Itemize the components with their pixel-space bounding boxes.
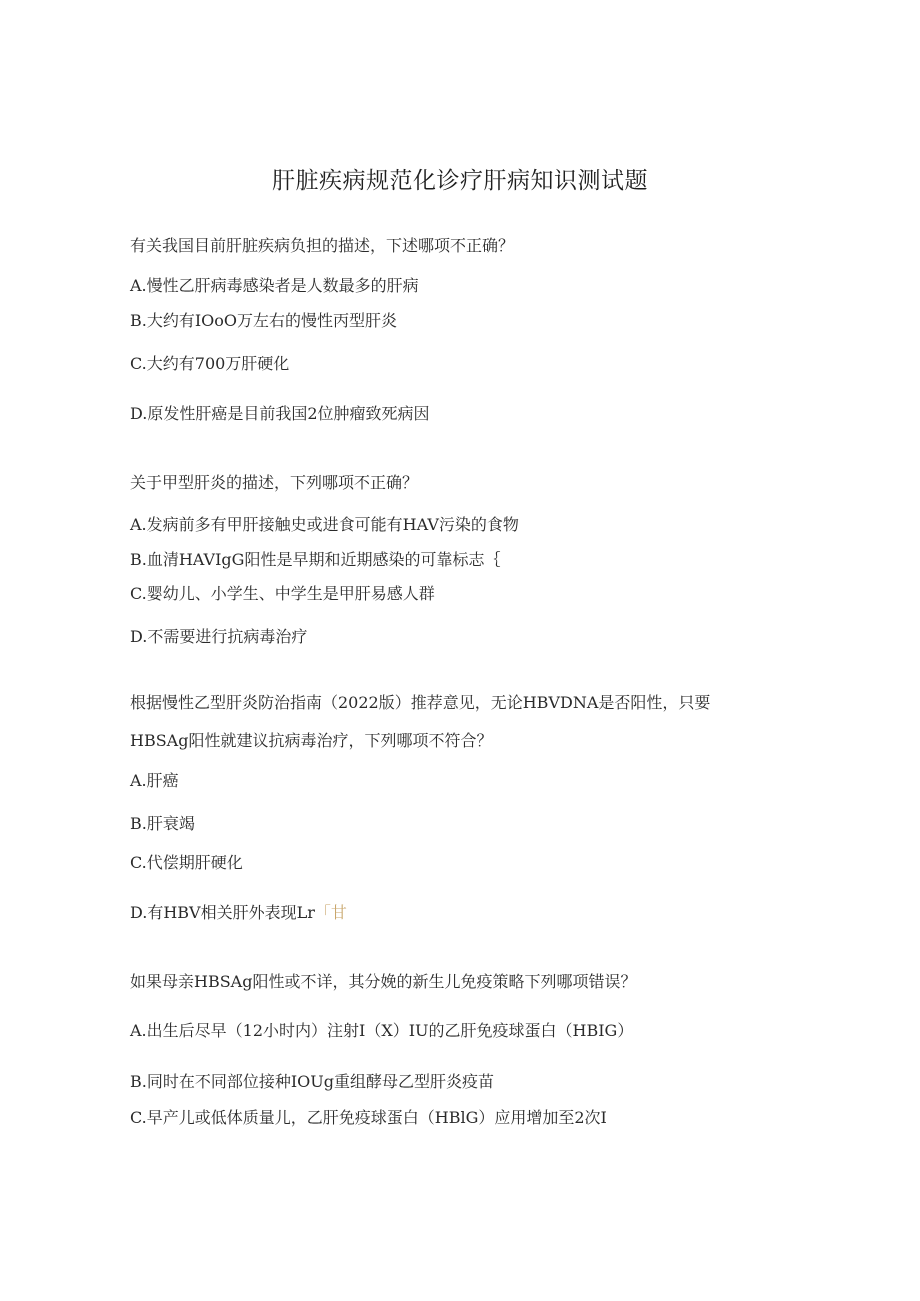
- document-title: 肝脏疾病规范化诊疗肝病知识测试题: [272, 168, 648, 194]
- question-4-stem: 如果母亲HBSAg阳性或不详，其分娩的新生儿免疫策略下列哪项错误？: [130, 972, 637, 991]
- question-1-option-a: A.慢性乙肝病毒感染者是人数最多的肝病: [130, 276, 419, 295]
- question-3-option-d: D.有HBV相关肝外表现Lr: [130, 903, 315, 922]
- question-4-option-c: C.早产儿或低体质量儿，乙肝免疫球蛋白（HBlG）应用增加至2次I: [130, 1108, 607, 1127]
- question-1-option-c: C.大约有700万肝硬化: [130, 354, 290, 373]
- question-2-option-c: C.婴幼儿、小学生、中学生是甲肝易感人群: [130, 584, 435, 603]
- question-3-option-d-line: [130, 902, 347, 924]
- question-3-option-d-mark: 「甘: [314, 903, 347, 922]
- question-3-option-a: A.肝癌: [130, 771, 179, 790]
- question-4-option-a: A.出生后尽早（12小时内）注射I（X）IU的乙肝免疫球蛋白（HBIG）: [130, 1021, 634, 1040]
- question-2-stem: 关于甲型肝炎的描述，下列哪项不正确？: [130, 473, 419, 492]
- question-2-option-d: D.不需要进行抗病毒治疗: [130, 627, 308, 646]
- question-1-option-b: B.大约有IOoO万左右的慢性丙型肝炎: [130, 311, 398, 330]
- question-3-option-b: B.肝衰竭: [130, 814, 195, 833]
- question-2-option-b: B.血清HAVIgG阳性是早期和近期感染的可靠标志｛: [130, 550, 501, 569]
- question-4-option-b: B.同时在不同部位接种IOUg重组酵母乙型肝炎疫苗: [130, 1072, 495, 1091]
- question-3-stem-line-1: 根据慢性乙型肝炎防治指南（2022版）推荐意见，无论HBVDNA是否阳性，只要: [130, 693, 711, 712]
- question-3-stem-line-2: HBSAg阳性就建议抗病毒治疗，下列哪项不符合？: [130, 731, 493, 750]
- question-1-stem: 有关我国目前肝脏疾病负担的描述，下述哪项不正确？: [130, 236, 515, 255]
- question-1-option-d: D.原发性肝癌是目前我国2位肿瘤致死病因: [130, 404, 430, 423]
- question-2-option-a: A.发病前多有甲肝接触史或进食可能有HAV污染的食物: [130, 515, 519, 534]
- question-3-option-c: C.代偿期肝硬化: [130, 853, 243, 872]
